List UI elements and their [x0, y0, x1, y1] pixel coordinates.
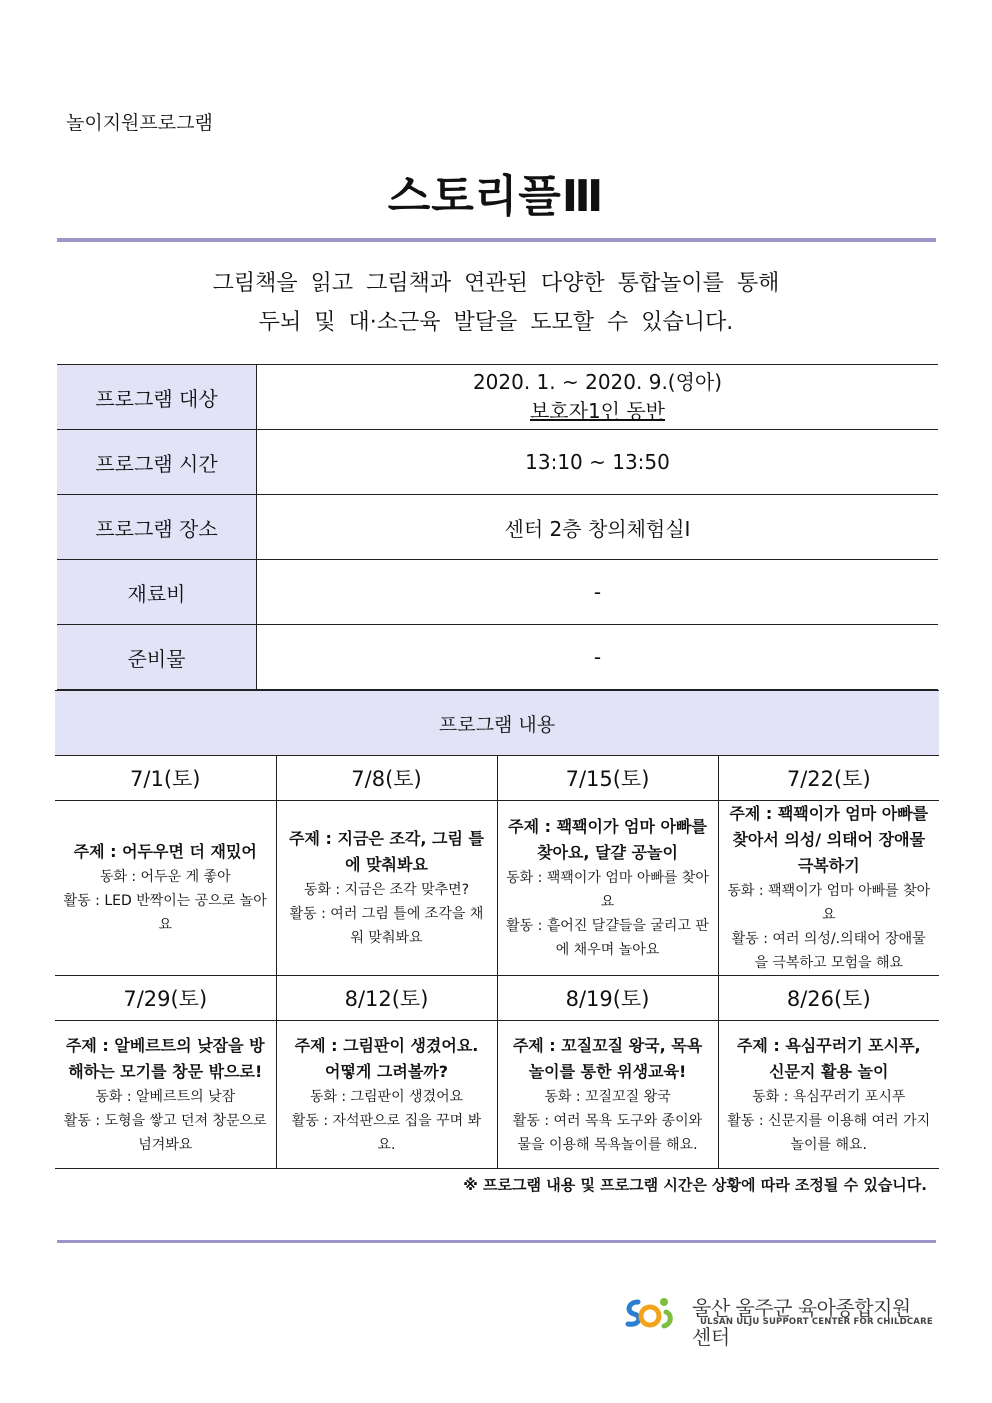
place-label: 프로그램 장소 [57, 495, 257, 560]
intro-text [0, 264, 992, 342]
session-story: 동화 : 어두운 게 좋아 [99, 869, 231, 885]
session-content [276, 801, 497, 976]
session-topic: 주제 : 지금은 조각, 그림 틀에 맞춰봐요 [289, 829, 484, 874]
session-activity: 활동 : 여러 의성/.의태어 장애물을 극복하고 모험을 해요 [731, 931, 926, 971]
intro-line-1: 그림책을 읽고 그림책과 연관된 다양한 통합놀이를 통해 [212, 271, 780, 296]
session-content [497, 801, 718, 976]
program-header-row [55, 691, 939, 756]
session-content [718, 801, 939, 976]
session-activity: 활동 : 여러 그림 틀에 조각을 채워 맞춰봐요 [289, 906, 484, 946]
session-activity: 활동 : 자석판으로 집을 꾸며 봐요. [291, 1112, 482, 1153]
info-row-target [57, 365, 938, 430]
session-story: 동화 : 꼬질꼬질 왕국 [544, 1088, 671, 1105]
program-category: 놀이지원프로그램 [66, 112, 213, 134]
session-date: 7/8(토) [276, 756, 497, 801]
program-table [55, 690, 939, 1169]
intro-line-2: 두뇌 및 대·소근육 발달을 도모할 수 있습니다. [258, 310, 734, 335]
prep-value: - [257, 625, 939, 690]
session-content [55, 1021, 276, 1169]
session-story: 동화 : 그림판이 생겼어요 [309, 1088, 464, 1105]
time-value: 13:10 ~ 13:50 [257, 430, 939, 495]
session-activity: 활동 : 여러 목욕 도구와 종이와 물을 이용해 목욕놀이를 해요. [512, 1112, 703, 1153]
date-row-2 [55, 976, 939, 1021]
content-row-1 [55, 801, 939, 976]
center-name-en: ULSAN ULJU SUPPORT CENTER FOR CHILDCARE [700, 1317, 933, 1327]
target-guardian: 보호자1인 동반 [529, 399, 665, 423]
session-topic: 주제 : 그림판이 생겼어요. 어떻게 그려볼까? [294, 1035, 479, 1081]
center-emblem-icon [620, 1292, 684, 1332]
session-date: 7/29(토) [55, 976, 276, 1021]
target-label: 프로그램 대상 [57, 365, 257, 430]
session-topic: 주제 : 꽥꽥이가 엄마 아빠를 찾아서 의성/ 의태어 장애물 극복하기 [729, 804, 929, 875]
session-story: 동화 : 욕심꾸러기 포시푸 [752, 1088, 906, 1105]
info-row-prep [57, 625, 938, 690]
session-topic: 주제 : 꼬질꼬질 왕국, 목욕놀이를 통한 위생교육! [512, 1035, 703, 1081]
page-title: 스토리플Ⅲ [387, 171, 605, 222]
session-story: 동화 : 지금은 조각 맞추면? [303, 882, 470, 898]
session-content [497, 1021, 718, 1169]
info-table [57, 364, 938, 690]
session-content [718, 1021, 939, 1169]
session-activity: 활동 : 도형을 쌓고 던져 창문으로 넘겨봐요 [63, 1112, 267, 1153]
session-activity: 활동 : 신문지를 이용해 여러 가지 놀이를 해요. [727, 1112, 931, 1153]
info-row-fee [57, 560, 938, 625]
schedule-note: ※ 프로그램 내용 및 프로그램 시간은 상황에 따라 조정될 수 있습니다. [463, 1176, 927, 1194]
session-topic: 주제 : 알베르트의 낮잠을 방해하는 모기를 창문 밖으로! [65, 1035, 265, 1081]
session-story: 동화 : 꽥꽥이가 엄마 아빠를 찾아요 [506, 870, 709, 910]
session-date: 7/22(토) [718, 756, 939, 801]
session-story: 동화 : 꽥꽥이가 엄마 아빠를 찾아요 [727, 883, 931, 923]
session-topic: 주제 : 어두우면 더 재밌어 [73, 842, 257, 861]
date-row-1 [55, 756, 939, 801]
prep-label: 준비물 [57, 625, 257, 690]
fee-label: 재료비 [57, 560, 257, 625]
session-topic: 주제 : 욕심꾸러기 포시푸, 신문지 활용 놀이 [736, 1035, 921, 1081]
session-content [276, 1021, 497, 1169]
session-date: 7/15(토) [497, 756, 718, 801]
info-row-place [57, 495, 938, 560]
info-row-time [57, 430, 938, 495]
place-value: 센터 2층 창의체험실Ⅰ [257, 495, 939, 560]
program-header: 프로그램 내용 [55, 691, 939, 756]
session-date: 8/12(토) [276, 976, 497, 1021]
session-date: 7/1(토) [55, 756, 276, 801]
center-name: 울산 울주군 육아종합지원센터 [692, 1296, 911, 1349]
fee-value: - [257, 560, 939, 625]
session-activity: 활동 : LED 반짝이는 공으로 놀아요 [63, 893, 267, 933]
session-story: 동화 : 알베르트의 낮잠 [95, 1088, 236, 1105]
target-value [257, 365, 939, 430]
content-row-2 [55, 1021, 939, 1169]
time-label: 프로그램 시간 [57, 430, 257, 495]
center-logo [620, 1290, 933, 1349]
session-activity: 활동 : 흩어진 달걀들을 굴리고 판에 채우며 놀아요 [506, 918, 709, 958]
bottom-divider [57, 1240, 936, 1243]
target-period: 2020. 1. ~ 2020. 9.(영아) [472, 370, 723, 394]
session-date: 8/19(토) [497, 976, 718, 1021]
session-date: 8/26(토) [718, 976, 939, 1021]
top-divider [57, 238, 936, 242]
session-topic: 주제 : 꽥꽥이가 엄마 아빠를 찾아요, 달걀 공놀이 [508, 817, 707, 862]
session-content [55, 801, 276, 976]
